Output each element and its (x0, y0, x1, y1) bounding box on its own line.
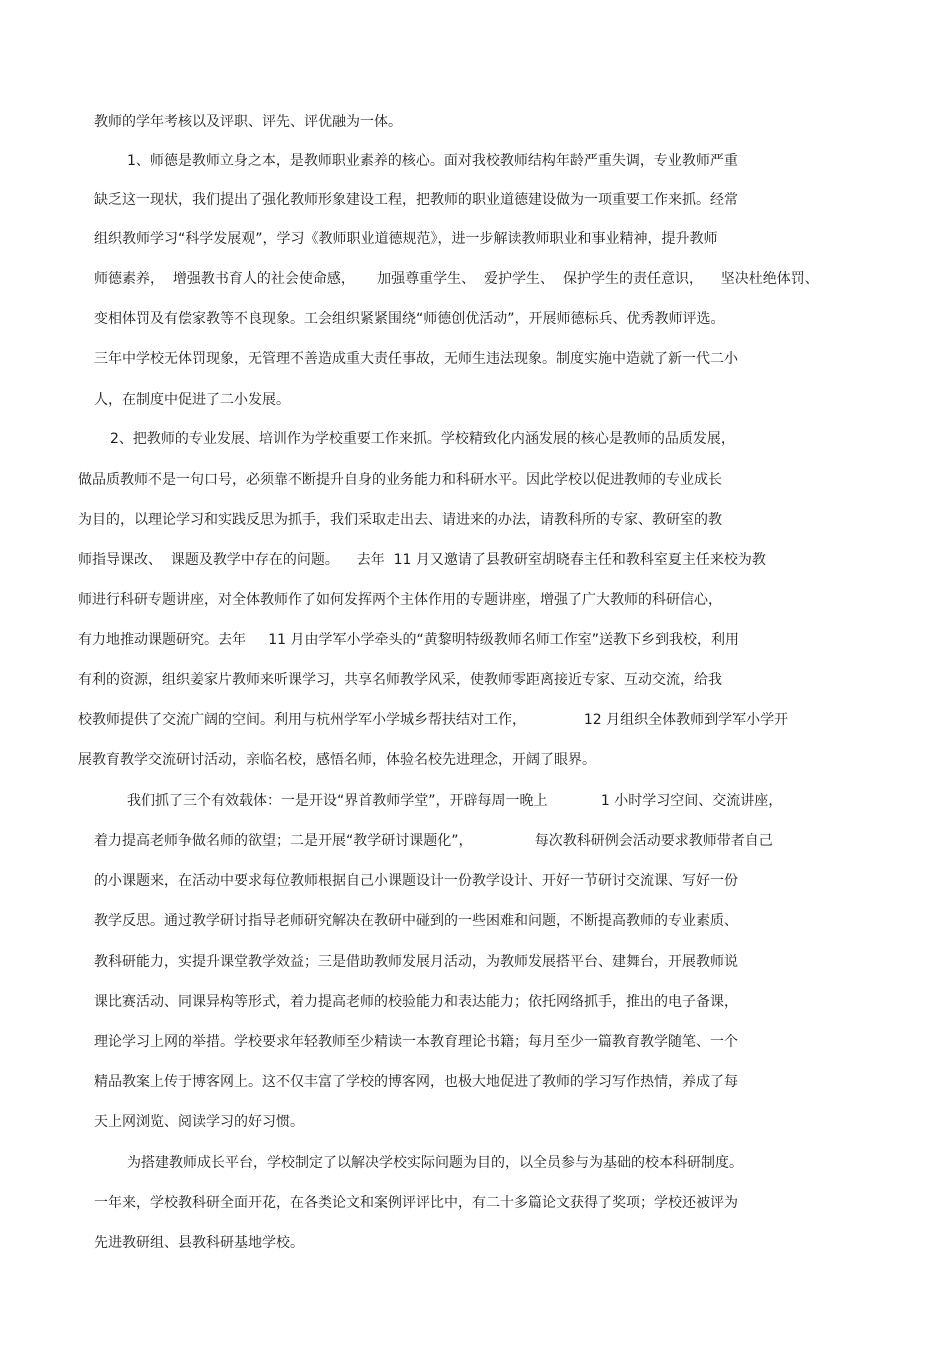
text-line: 有利的资源，组织姜家片教师来听课学习，共享名师教学风采，使教师零距离接近专家、互动交流，给我 (78, 672, 722, 688)
text-line: 先进教研组、县教科研基地学校。 (94, 1235, 304, 1251)
text-line: 教师的学年考核以及评职、评先、评优融为一体。 (94, 114, 402, 130)
text-line: 人，在制度中促进了二小发展。 (94, 392, 290, 408)
text-line: 着力提高老师争做名师的欲望；二是开展“教学研讨课题化”， 每次教科研例会活动要求教师带者自己 (94, 833, 773, 849)
text-line: 师指导课改、 课题及教学中存在的问题。 去年 11 月又邀请了县教研室胡晓春主任和教科室夏主任来校为教 (78, 552, 766, 568)
text-line: 教学反思。通过教学研讨指导老师研究解决在教研中碰到的一些困难和问题，不断提高教师的专业素质、 (94, 913, 738, 929)
text-line: 课比赛活动、同课异构等形式，着力提高老师的校验能力和表达能力；依托网络抓手，推出的电子备课， (94, 994, 738, 1010)
text-line: 2、把教师的专业发展、培训作为学校重要工作来抓。学校精致化内涵发展的核心是教师的品质发展， (110, 431, 735, 447)
text-line: 三年中学校无体罚现象，无管理不善造成重大责任事故，无师生违法现象。制度实施中造就了新一代二小 (94, 351, 738, 367)
text-line: 理论学习上网的举措。学校要求年轻教师至少精读一本教育理论书籍；每月至少一篇教育教学随笔、一个 (94, 1034, 738, 1050)
text-line: 为目的，以理论学习和实践反思为抓手，我们采取走出去、请进来的办法，请教科所的专家、教研室的教 (78, 512, 722, 528)
text-line: 教科研能力，实提升课堂教学效益；三是借助教师发展月活动，为教师发展搭平台、建舞台，开展教师说 (94, 954, 738, 970)
text-line: 为搭建教师成长平台，学校制定了以解决学校实际问题为目的，以全员参与为基础的校本科研制度。 (127, 1155, 743, 1171)
text-line: 师进行科研专题讲座，对全体教师作了如何发挥两个主体作用的专题讲座，增强了广大教师的科研信心， (78, 592, 722, 608)
text-line: 一年来，学校教科研全面开花，在各类论文和案例评评比中，有二十多篇论文获得了奖项；学校还被评为 (94, 1195, 738, 1211)
text-line: 天上网浏览、阅读学习的好习惯。 (94, 1114, 304, 1130)
text-line: 校教师提供了交流广阔的空间。利用与杭州学军小学城乡帮扶结对工作， 12 月组织全体教师到学军小学开 (78, 712, 789, 728)
text-line: 组织教师学习“科学发展观”，学习《教师职业道德规范》，进一步解读教师职业和事业精神，提升教师 (94, 231, 718, 247)
text-line: 我们抓了三个有效载体：一是开设“界首教师学堂”，开辟每周一晚上 1 小时学习空间、交流讲座， (127, 793, 783, 809)
text-line: 有力地推动课题研究。去年 11 月由学军小学牵头的“黄黎明特级教师名师工作室”送教下乡到我校，利用 (78, 632, 740, 648)
text-line: 变相体罚及有偿家教等不良现象。工会组织紧紧围绕“师德创优活动”，开展师德标兵、优秀教师评选。 (94, 311, 725, 327)
text-line: 1、师德是教师立身之本，是教师职业素养的核心。面对我校教师结构年龄严重失调，专业教师严重 (127, 153, 738, 169)
text-line: 缺乏这一现状，我们提出了强化教师形象建设工程，把教师的职业道德建设做为一项重要工作来抓。经常 (94, 192, 738, 208)
text-line: 展教育教学交流研讨活动，亲临名校，感悟名师，体验名校先进理念，开阔了眼界。 (78, 752, 596, 768)
text-line: 做品质教师不是一句口号，必须靠不断提升自身的业务能力和科研水平。因此学校以促进教师的专业成长 (78, 472, 722, 488)
text-line: 的小课题来，在活动中要求每位教师根据自己小课题设计一份教学设计、开好一节研讨交流课、写好一份 (94, 873, 738, 889)
text-line: 师德素养， 增强教书育人的社会使命感， 加强尊重学生、 爱护学生、 保护学生的责任意识， 坚决杜绝体罚、 (94, 271, 819, 287)
text-line: 精品教案上传于博客网上。这不仅丰富了学校的博客网，也极大地促进了教师的学习写作热情，养成了每 (94, 1074, 738, 1090)
